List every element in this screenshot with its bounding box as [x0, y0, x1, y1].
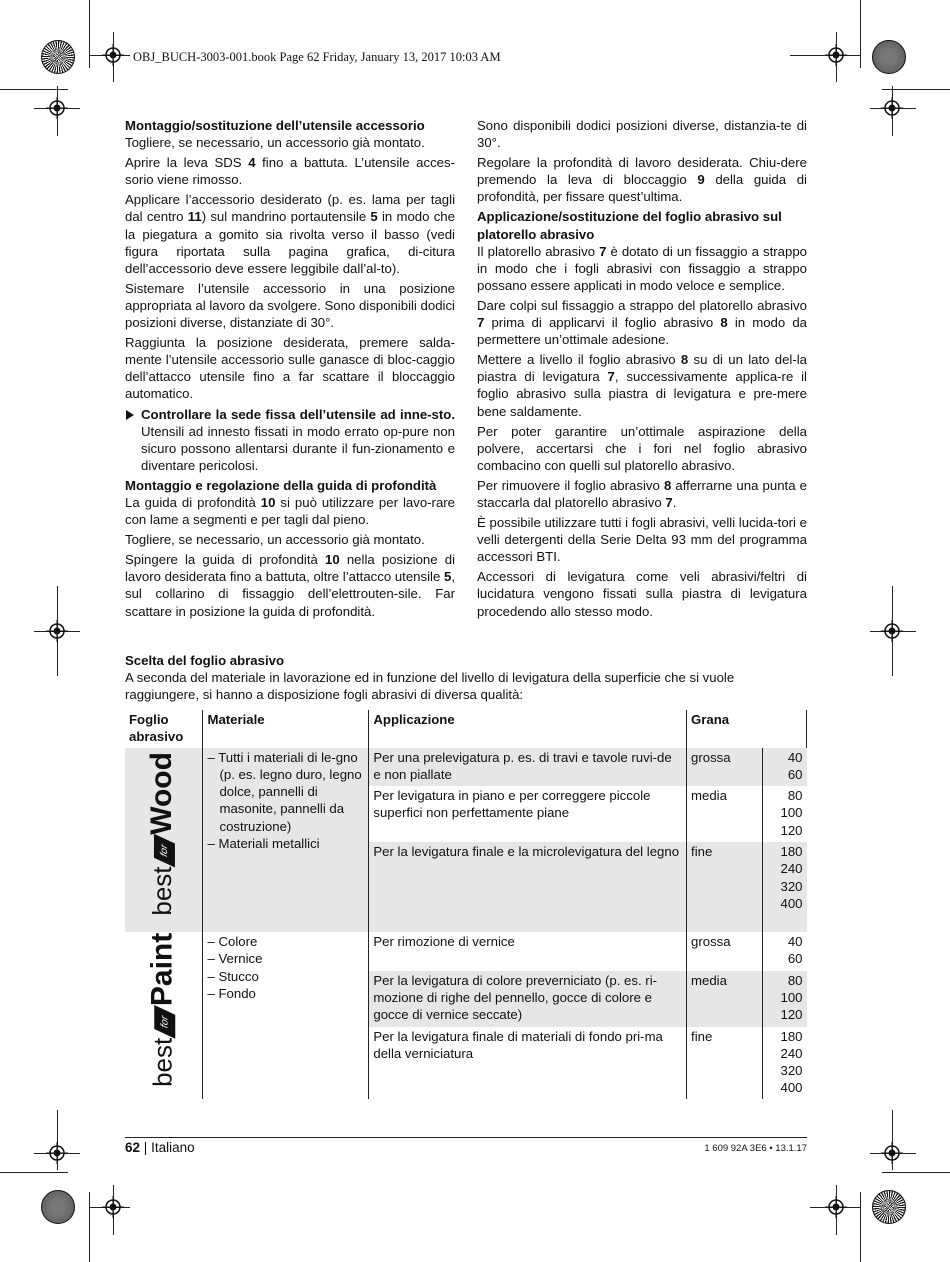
brand-logo: [125, 748, 203, 920]
print-info-line: OBJ_BUCH-3003-001.book Page 62 Friday, January 13, 2017 10:03 AM: [133, 50, 501, 64]
crop-line: [882, 1172, 950, 1173]
crop-line: [860, 0, 861, 68]
material-cell: [203, 932, 369, 1099]
application-cell: Per rimozione di vernice: [369, 932, 687, 970]
crop-line: [0, 1172, 68, 1173]
registration-target-icon: [825, 44, 847, 66]
left-column: [125, 117, 455, 623]
footer-code: 1 609 92A 3E6 • 13.1.17: [704, 1143, 807, 1154]
brand-logo-cell: [125, 932, 203, 1099]
registration-target-icon: [46, 1142, 68, 1164]
table-row: [125, 748, 807, 786]
brand-logo-text: [145, 932, 179, 1087]
heading-depth-guide: Montaggio e regolazione della guida di profondità: [125, 477, 437, 493]
paragraph: Sistemare l’utensile accessorio in una posizione appropriata al lavoro da svolgere. Sono disponibili dodici posizioni diverse, distanziate di 30°.: [125, 280, 455, 331]
grit-value: 400: [780, 1079, 803, 1095]
header-sheet: Foglio abrasivo: [125, 710, 203, 748]
grade-cell: grossa: [687, 748, 763, 786]
grit-value: 100: [780, 989, 803, 1005]
paragraph: Accessori di levigatura come veli abrasivi/feltri di lucidatura vengono fissati sulla piastra di levigatura procedendo allo stesso modo.: [477, 569, 807, 619]
paragraph: Per rimuovere il foglio abrasivo 8 afferrarne una punta e staccarla dal platorello abrasivo 7.: [477, 477, 807, 510]
table-row: [125, 932, 807, 970]
grit-value: 100: [780, 805, 803, 821]
warning-text: Utensili ad innesto fissati in modo errato op-pure non sicuro possono allentarsi durante il fun-zionamento e diventare pericolosi.: [141, 423, 455, 473]
application-cell: Per una prelevigatura p. es. di travi e tavole ruvi-de e non piallate: [369, 748, 687, 786]
grit-value: 180: [780, 844, 803, 860]
paragraph: Regolare la profondità di lavoro desiderata. Chiu-dere premendo la leva di bloccaggio 9 della guida di profondità, per fissare quest’ultima.: [477, 155, 807, 205]
paragraph: Per poter garantire un’ottimale aspirazione della polvere, accertarsi che i fori nel foglio abrasivo combacino con quelli sul platorello abrasivo.: [477, 423, 807, 473]
paragraph: Mettere a livello il foglio abrasivo 8 su di un lato del-la piastra di levigatura 7, successivamente applica-re il foglio abrasivo sulla piastra di levigatura e pre-mere bene saldamente.: [477, 352, 807, 419]
grit-value: 80: [787, 972, 803, 988]
paragraph: Raggiunta la posizione desiderata, premere salda-mente l’utensile accessorio sulle ganasce di bloc-caggio dell’attacco utensile fino a far scattare il bloccaggio automatico.: [125, 335, 455, 402]
table-body: [125, 748, 807, 1099]
material-item: – Vernice: [207, 951, 263, 967]
grit-value: 80: [787, 788, 803, 804]
color-wheel-icon: [41, 40, 75, 74]
grit-value: 240: [780, 1045, 803, 1061]
logo-word: Paint: [145, 932, 179, 1006]
grit-cell: [762, 971, 806, 1027]
heading-accessory: Montaggio/sostituzione dell’utensile accessorio: [125, 118, 425, 133]
application-cell: Per la levigatura di colore preverniciato (p. es. ri-mozione di righe del pennello, gocce di colore e gocce di vernice seccate): [369, 971, 687, 1027]
grit-cell: [762, 1027, 806, 1099]
material-item: – Colore: [207, 934, 258, 950]
logo-best: best: [147, 1037, 178, 1087]
grit-cell: [762, 932, 806, 970]
page-number: 62: [125, 1140, 141, 1155]
footer-language: Italiano: [151, 1140, 195, 1155]
grit-value: 240: [780, 861, 803, 877]
header-material: Materiale: [203, 710, 369, 748]
grade-cell: grossa: [687, 932, 763, 970]
grit-cell: [762, 748, 806, 786]
grey-wheel-icon: [41, 1190, 75, 1224]
paragraph: È possibile utilizzare tutti i fogli abrasivi, velli lucida-tori e velli detergenti della Serie Delta 93 mm del programma accessori BTI.: [477, 515, 807, 565]
header-grit: Grana: [687, 710, 807, 748]
grit-value: 40: [787, 750, 803, 766]
grit-value: 60: [787, 767, 803, 783]
brand-logo: [125, 932, 203, 1086]
crop-line: [860, 1192, 861, 1262]
footer-rule: [125, 1137, 807, 1138]
grade-cell: fine: [687, 1027, 763, 1099]
registration-target-icon: [102, 1196, 124, 1218]
warning-bullet: [125, 406, 455, 474]
material-cell: [203, 748, 369, 932]
material-item: – Materiali metallici: [207, 835, 320, 851]
grit-value: 120: [780, 822, 803, 838]
section-intro: A seconda del materiale in lavorazione ed in funzione del livello di levigatura della superficie che si vuole raggiungere, si hanno a disposizione fogli abrasivi di diversa qualità:: [125, 670, 735, 703]
paragraph: Spingere la guida di profondità 10 nella posizione di lavoro desiderata fino a battuta, oltre l’attacco utensile 5, sul collarino di fissaggio dell’elettrouten-sile. Far scattare in posizione la guida di profondità.: [125, 552, 455, 619]
material-item: – Stucco: [207, 968, 259, 984]
crop-line: [89, 0, 90, 68]
crop-line: [89, 1192, 90, 1262]
grit-value: 400: [780, 895, 803, 911]
logo-for: for: [154, 1005, 175, 1039]
section-title: Scelta del foglio abrasivo: [125, 653, 285, 668]
grit-table: [125, 710, 807, 1099]
application-cell: Per la levigatura finale di materiali di fondo pri-ma della verniciatura: [369, 1027, 687, 1099]
logo-best: best: [147, 866, 178, 916]
registration-target-icon: [881, 1142, 903, 1164]
material-item: – Fondo: [207, 985, 256, 1001]
registration-target-icon: [102, 44, 124, 66]
registration-target-icon: [46, 97, 68, 119]
sheet-selection-section: [125, 652, 807, 703]
grade-cell: fine: [687, 842, 763, 932]
registration-target-icon: [46, 620, 68, 642]
paragraph: Il platorello abrasivo 7 è dotato di un fissaggio a strappo in modo che i fogli abrasivi con fissaggio a strappo possano essere applicati in modo veloce e semplice.: [477, 243, 807, 293]
registration-target-icon: [881, 97, 903, 119]
footer-page-info: [125, 1140, 195, 1155]
grit-value: 320: [780, 878, 803, 894]
grade-cell: media: [687, 971, 763, 1027]
header-application: Applicazione: [369, 710, 687, 748]
warning-bold: Controllare la sede fissa dell’utensile ad inne-sto.: [141, 406, 455, 422]
grit-cell: [762, 786, 806, 842]
grit-value: 40: [787, 934, 803, 950]
brand-logo-cell: [125, 748, 203, 932]
grit-value: 320: [780, 1062, 803, 1078]
paragraph: Togliere, se necessario, un accessorio già montato.: [125, 135, 425, 151]
grit-cell: [762, 842, 806, 932]
right-column: [477, 117, 807, 623]
table-header-row: [125, 710, 807, 748]
triangle-bullet-icon: [126, 410, 134, 420]
application-cell: Per levigatura in piano e per correggere piccole superfici non perfettamente piane: [369, 786, 687, 842]
paragraph: Togliere, se necessario, un accessorio già montato.: [125, 532, 425, 548]
paragraph: Dare colpi sul fissaggio a strappo del platorello abrasivo 7 prima di applicarvi il foglio abrasivo 8 in modo da permettere un’ottimale adesione.: [477, 297, 807, 348]
grade-cell: media: [687, 786, 763, 842]
paragraph: La guida di profondità 10 si può utilizzare per lavo-rare con lame a segmenti e per tagli dal pieno.: [125, 494, 456, 528]
heading-sanding-sheet: Applicazione/sostituzione del foglio abrasivo sul platorello abrasivo: [477, 209, 782, 242]
grit-value: 60: [787, 951, 803, 967]
registration-target-icon: [881, 620, 903, 642]
logo-for: for: [154, 834, 175, 868]
registration-target-icon: [825, 1196, 847, 1218]
brand-logo-text: [145, 752, 179, 916]
logo-word: Wood: [145, 752, 179, 836]
footer-separator: |: [143, 1140, 148, 1155]
grey-wheel-icon: [872, 40, 906, 74]
paragraph: Sono disponibili dodici posizioni diverse, distanzia-te di 30°.: [477, 118, 807, 151]
grit-value: 180: [780, 1028, 803, 1044]
color-wheel-icon: [872, 1190, 906, 1224]
application-cell: Per la levigatura finale e la microlevigatura del legno: [369, 842, 687, 932]
material-item: – Tutti i materiali di le-gno (p. es. legno duro, legno dolce, pannelli di masonite, pannelli da costruzione): [207, 750, 362, 834]
paragraph: Aprire la leva SDS 4 fino a battuta. L’utensile acces-sorio viene rimosso.: [125, 155, 455, 188]
paragraph: Applicare l’accessorio desiderato (p. es. lama per tagli dal centro 11) sul mandrino portautensile 5 in modo che la piegatura a gomito sia rivolta verso il basso (vedi figura riportata sulla pagina grafica, di-citura dell’accessorio deve essere leggibile dall’al-to).: [125, 192, 455, 276]
grit-value: 120: [780, 1006, 803, 1022]
